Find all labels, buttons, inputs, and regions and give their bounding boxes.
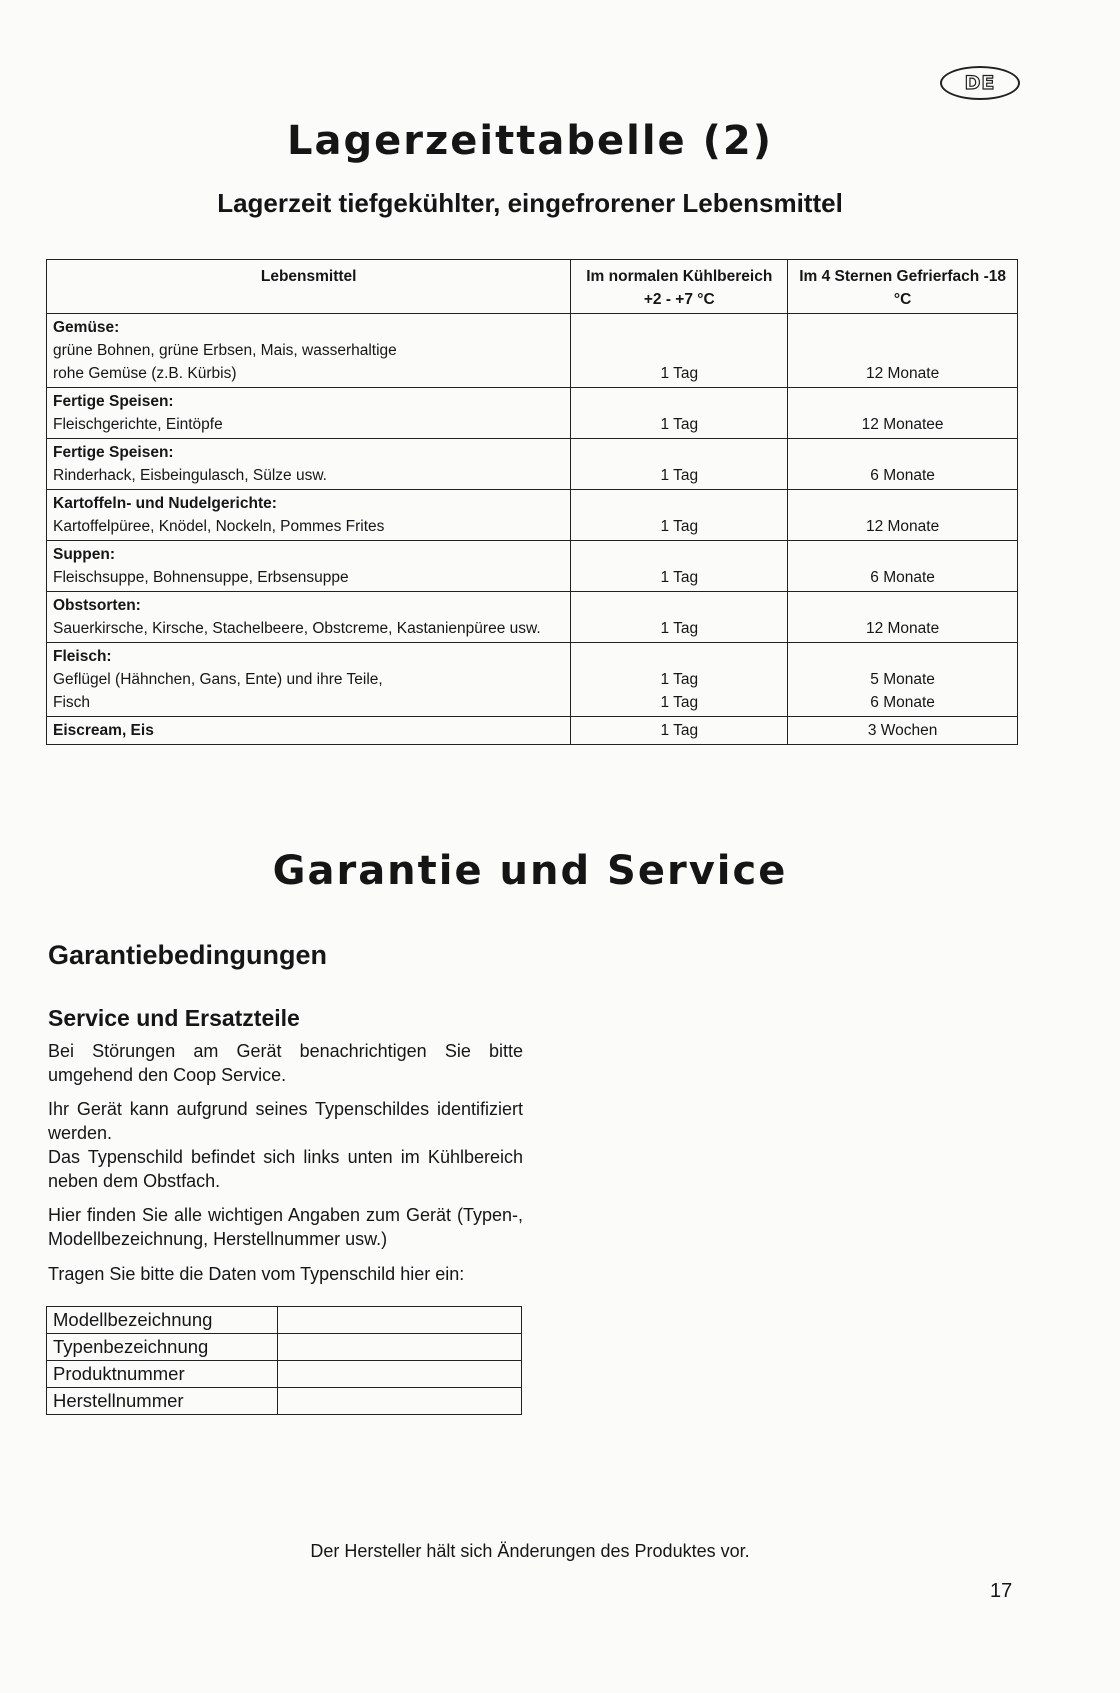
food-cell — [47, 314, 571, 388]
fridge-duration: 1 Tag — [660, 518, 699, 535]
fridge-duration: 1 Tag — [660, 467, 699, 484]
table-row — [47, 643, 1018, 717]
food-description-line: rohe Gemüse (z.B. Kürbis) — [53, 365, 237, 382]
fridge-duration: 1 Tag — [660, 365, 699, 382]
page-number: 17 — [990, 1580, 1013, 1602]
freezer-duration-cell — [788, 314, 1018, 388]
paragraph-device-info: Hier finden Sie alle wichtigen Angaben zum Gerät (Typen-, Modellbezeichnung, Herstellnummer usw.) — [48, 1205, 523, 1249]
footer-note: Der Hersteller hält sich Änderungen des Produktes vor. — [310, 1541, 750, 1561]
header-fridge-label: Im normalen Kühlbereich — [586, 268, 773, 285]
food-category: Gemüse: — [53, 319, 120, 336]
freezer-duration-cell — [788, 490, 1018, 541]
table-row — [47, 592, 1018, 643]
header-freezer-label: Im 4 Sternen Gefrierfach — [799, 268, 980, 285]
freezer-duration-cell — [788, 439, 1018, 490]
food-category: Obstsorten: — [53, 597, 141, 614]
paragraph-typeplate-location: Das Typenschild befindet sich links unten im Kühlbereich neben dem Obstfach. — [48, 1147, 523, 1191]
fridge-duration: 1 Tag — [660, 620, 699, 637]
typeplate-value-field[interactable] — [278, 1334, 522, 1361]
freezer-duration: 6 Monate — [870, 569, 935, 586]
food-description-line: Rinderhack, Eisbeingulasch, Sülze usw. — [53, 467, 327, 484]
food-category: Suppen: — [53, 546, 115, 563]
service-parts-heading: Service und Ersatzteile — [48, 1005, 300, 1031]
typeplate-label: Produktnummer — [47, 1361, 278, 1388]
typeplate-data-table — [46, 1306, 522, 1415]
table-row — [47, 439, 1018, 490]
fridge-duration-cell — [571, 439, 788, 490]
table-header-row — [47, 260, 1018, 314]
fridge-duration-cell — [571, 717, 788, 745]
fridge-duration-cell — [571, 643, 788, 717]
freezer-duration-cell — [788, 388, 1018, 439]
warranty-conditions-heading: Garantiebedingungen — [48, 940, 328, 970]
food-description-line: grüne Bohnen, grüne Erbsen, Mais, wasserhaltige — [53, 342, 397, 359]
header-freezer-temp: -18 °C — [893, 268, 1006, 308]
language-badge — [940, 66, 1020, 100]
food-description-line: Fleischgerichte, Eintöpfe — [53, 416, 223, 433]
food-description-line: Kartoffelpüree, Knödel, Nockeln, Pommes Frites — [53, 518, 385, 535]
typeplate-row — [47, 1388, 522, 1415]
food-description-line: Fisch — [53, 694, 91, 711]
typeplate-label: Typenbezeichnung — [47, 1334, 278, 1361]
freezer-duration: 12 Monate — [865, 620, 940, 637]
food-category: Kartoffeln- und Nudelgerichte: — [53, 495, 277, 512]
food-cell — [47, 490, 571, 541]
table-row — [47, 314, 1018, 388]
header-food — [47, 260, 571, 314]
storage-table-subtitle: Lagerzeit tiefgekühlter, eingefrorener Lebensmittel — [217, 188, 843, 218]
fridge-duration: 1 Tag — [660, 671, 699, 688]
fridge-duration: 1 Tag — [660, 569, 699, 586]
table-row — [47, 490, 1018, 541]
food-description-line: Sauerkirsche, Kirsche, Stachelbeere, Obstcreme, Kastanienpüree usw. — [53, 620, 541, 637]
food-category: Fleisch: — [53, 648, 112, 665]
fridge-duration-cell — [571, 388, 788, 439]
storage-time-table — [46, 259, 1018, 745]
freezer-duration-cell — [788, 541, 1018, 592]
paragraph-enter-data: Tragen Sie bitte die Daten vom Typenschild hier ein: — [48, 1264, 465, 1284]
typeplate-row — [47, 1307, 522, 1334]
freezer-duration: 5 Monate — [870, 671, 935, 688]
table-row — [47, 541, 1018, 592]
paragraph-malfunction: Bei Störungen am Gerät benachrichtigen Sie bitte umgehend den Coop Service. — [48, 1041, 523, 1085]
header-fridge-temp: +2 - +7 °C — [643, 291, 715, 308]
typeplate-row — [47, 1334, 522, 1361]
typeplate-row — [47, 1361, 522, 1388]
fridge-duration-cell — [571, 541, 788, 592]
table-row — [47, 717, 1018, 745]
header-food-label: Lebensmittel — [260, 268, 357, 285]
header-freezer — [788, 260, 1018, 314]
food-category: Fertige Speisen: — [53, 393, 174, 410]
food-cell — [47, 541, 571, 592]
typeplate-value-field[interactable] — [278, 1388, 522, 1415]
freezer-duration-cell — [788, 592, 1018, 643]
food-cell — [47, 592, 571, 643]
fridge-duration-cell — [571, 490, 788, 541]
food-cell — [47, 643, 571, 717]
fridge-duration: 1 Tag — [660, 416, 699, 433]
food-description-line: Geflügel (Hähnchen, Gans, Ente) und ihre Teile, — [53, 671, 383, 688]
fridge-duration-cell — [571, 314, 788, 388]
fridge-duration: 1 Tag — [660, 722, 699, 739]
typeplate-value-field[interactable] — [278, 1307, 522, 1334]
food-cell — [47, 388, 571, 439]
freezer-duration: 6 Monate — [870, 694, 935, 711]
storage-table-title: Lagerzeittabelle (2) — [287, 118, 773, 164]
paragraph-identification: Ihr Gerät kann aufgrund seines Typenschildes identifiziert werden. — [48, 1099, 523, 1143]
freezer-duration-cell — [788, 643, 1018, 717]
food-category: Fertige Speisen: — [53, 444, 174, 461]
food-category: Eiscream, Eis — [53, 722, 154, 739]
table-row — [47, 388, 1018, 439]
language-badge-label: DE — [964, 72, 996, 94]
typeplate-label: Modellbezeichnung — [47, 1307, 278, 1334]
fridge-duration-cell — [571, 592, 788, 643]
typeplate-label: Herstellnummer — [47, 1388, 278, 1415]
food-cell — [47, 439, 571, 490]
food-cell — [47, 717, 571, 745]
header-fridge — [571, 260, 788, 314]
food-description-line: Fleischsuppe, Bohnensuppe, Erbsensuppe — [53, 569, 349, 586]
freezer-duration: 6 Monate — [870, 467, 935, 484]
typeplate-value-field[interactable] — [278, 1361, 522, 1388]
freezer-duration: 12 Monate — [865, 365, 940, 382]
freezer-duration: 3 Wochen — [867, 722, 938, 739]
freezer-duration: 12 Monatee — [861, 416, 944, 433]
fridge-duration: 1 Tag — [660, 694, 699, 711]
freezer-duration: 12 Monate — [865, 518, 940, 535]
warranty-service-title: Garantie und Service — [272, 848, 788, 894]
freezer-duration-cell — [788, 717, 1018, 745]
